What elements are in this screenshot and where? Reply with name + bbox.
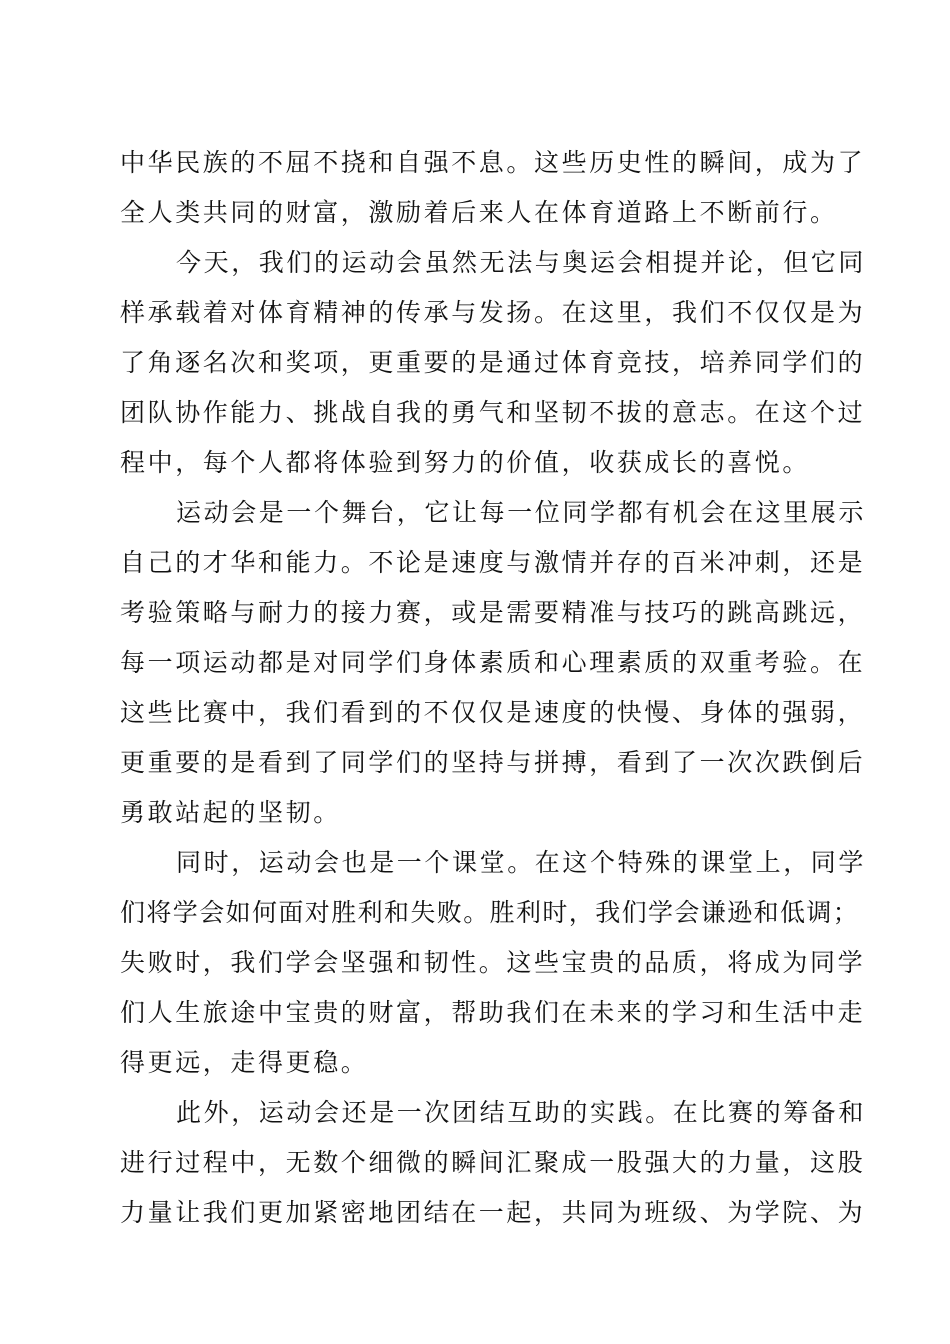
text-line: 全人类共同的财富，激励着后来人在体育道路上不断前行。 <box>120 198 838 227</box>
paragraph-first-line: 今天，我们的运动会虽然无法与奥运会相提并论，但它同 <box>176 248 867 277</box>
text-line: 程中，每个人都将体验到努力的价值，收获成长的喜悦。 <box>120 448 811 477</box>
text-line: 团队协作能力、挑战自我的勇气和坚韧不拔的意志。在这个过 <box>120 398 866 427</box>
text-line: 勇敢站起的坚韧。 <box>120 798 341 827</box>
text-line: 进行过程中，无数个细微的瞬间汇聚成一股强大的力量，这股 <box>120 1148 866 1177</box>
text-line: 自己的才华和能力。不论是速度与激情并存的百米冲刺，还是 <box>120 548 866 577</box>
text-line: 失败时，我们学会坚强和韧性。这些宝贵的品质，将成为同学 <box>120 948 866 977</box>
text-line: 考验策略与耐力的接力赛，或是需要精准与技巧的跳高跳远， <box>120 598 866 627</box>
text-line: 每一项运动都是对同学们身体素质和心理素质的双重考验。在 <box>120 648 866 677</box>
text-line: 更重要的是看到了同学们的坚持与拼搏，看到了一次次跌倒后 <box>120 748 866 777</box>
text-line: 样承载着对体育精神的传承与发扬。在这里，我们不仅仅是为 <box>120 298 866 327</box>
text-line: 中华民族的不屈不挠和自强不息。这些历史性的瞬间，成为了 <box>120 148 866 177</box>
paragraph-first-line: 同时，运动会也是一个课堂。在这个特殊的课堂上，同学 <box>176 848 867 877</box>
text-line: 得更远，走得更稳。 <box>120 1048 369 1077</box>
paragraph-first-line: 此外，运动会还是一次团结互助的实践。在比赛的筹备和 <box>176 1098 867 1127</box>
document-body <box>120 138 867 1238</box>
text-line: 了角逐名次和奖项，更重要的是通过体育竞技，培养同学们的 <box>120 348 866 377</box>
text-line: 这些比赛中，我们看到的不仅仅是速度的快慢、身体的强弱， <box>120 698 866 727</box>
text-line: 力量让我们更加紧密地团结在一起，共同为班级、为学院、为 <box>120 1198 866 1227</box>
paragraph-first-line: 运动会是一个舞台，它让每一位同学都有机会在这里展示 <box>176 498 867 527</box>
text-line: 们将学会如何面对胜利和失败。胜利时，我们学会谦逊和低调； <box>120 898 860 927</box>
text-line: 们人生旅途中宝贵的财富，帮助我们在未来的学习和生活中走 <box>120 998 866 1027</box>
